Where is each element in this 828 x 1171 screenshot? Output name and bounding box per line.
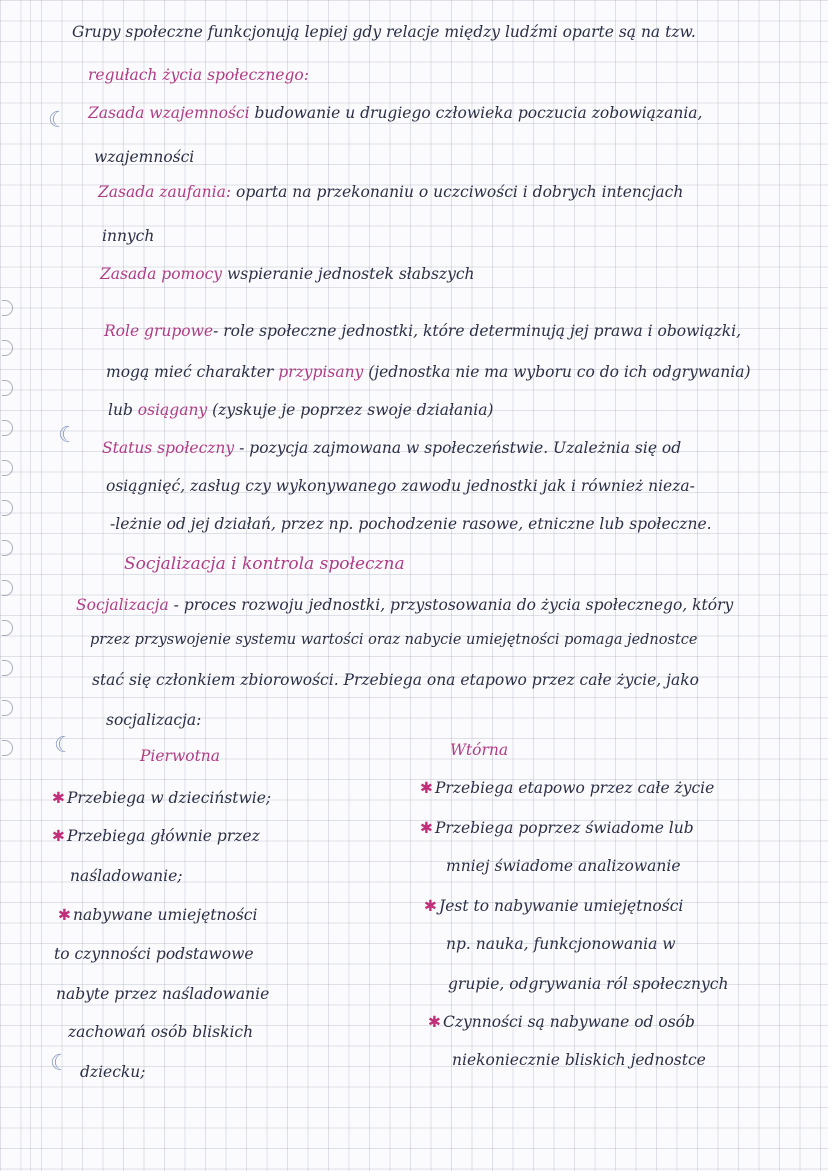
socialization-line-4: socjalizacja: xyxy=(106,711,202,729)
secondary-b2a: Przebiega poprzez świadome lub xyxy=(435,819,694,837)
secondary-bullet-3-cont-2: grupie, odgrywania ról społecznych xyxy=(448,975,729,993)
secondary-b4a: Czynności są nabywane od osób xyxy=(443,1013,695,1031)
secondary-bullet-3-cont-1: np. nauka, funkcjonowania w xyxy=(446,935,676,953)
section-title: Socjalizacja i kontrola społeczna xyxy=(124,554,405,574)
binder-ring-icon xyxy=(2,340,13,356)
secondary-heading: Wtórna xyxy=(450,741,509,759)
status-desc: - pozycja zajmowana w społeczeństwie. Uzależnia się od xyxy=(234,439,682,457)
primary-b2a: Przebiega głównie przez xyxy=(67,827,260,845)
asterisk-icon: ✱ xyxy=(424,897,437,915)
roles-term: Role grupowe xyxy=(104,322,214,340)
binder-ring-icon xyxy=(2,540,13,556)
roles-line-2c: (jednostka nie ma wyboru co do ich odgrywania) xyxy=(363,363,751,381)
secondary-bullet-2 xyxy=(420,818,694,838)
primary-b3a: nabywane umiejętności xyxy=(73,906,258,924)
status-term: Status społeczny xyxy=(102,439,235,457)
socialization-term: Socjalizacja xyxy=(76,596,169,614)
rule-reciprocity-cont: wzajemności xyxy=(94,148,195,166)
rule-trust-cont: innych xyxy=(102,227,155,245)
intro-line-1: Grupy społeczne funkcjonują lepiej gdy relacje między ludźmi oparte są na tzw. xyxy=(72,23,696,41)
binder-ring-icon xyxy=(2,300,13,316)
rule-help-desc: wspieranie jednostek słabszych xyxy=(222,265,475,283)
roles-line-2a: mogą mieć charakter xyxy=(106,363,279,381)
status-line-3: -leżnie od jej działań, przez np. pochodzenie rasowe, etniczne lub społeczne. xyxy=(110,515,712,533)
socialization-line-2: przez przyswojenie systemu wartości oraz nabycie umiejętności pomaga jednostce xyxy=(90,632,698,648)
rule-trust-term: Zasada zaufania: xyxy=(98,183,232,201)
primary-bullet-2-cont: naśladowanie; xyxy=(70,867,183,885)
secondary-b1: Przebiega etapowo przez całe życie xyxy=(435,779,715,797)
crescent-mark-icon: ☾ xyxy=(54,733,74,758)
binder-ring-icon xyxy=(2,380,13,396)
crescent-mark-icon: ☾ xyxy=(50,1051,70,1076)
status-line-1 xyxy=(102,438,681,458)
secondary-bullet-3 xyxy=(424,896,683,916)
asterisk-icon: ✱ xyxy=(58,906,71,924)
roles-ascribed: przypisany xyxy=(278,363,364,381)
roles-desc: - role społeczne jednostki, które determinują jej prawa i obowiązki, xyxy=(213,322,742,340)
socialization-line-3: stać się członkiem zbiorowości. Przebiega ona etapowo przez całe życie, jako xyxy=(92,671,699,689)
rule-help-term: Zasada pomocy xyxy=(100,265,223,283)
asterisk-icon: ✱ xyxy=(52,789,65,807)
primary-bullet-3-cont-1: to czynności podstawowe xyxy=(54,945,254,963)
rule-reciprocity-term: Zasada wzajemności xyxy=(88,104,250,122)
primary-b1: Przebiega w dzieciństwie; xyxy=(67,789,272,807)
primary-bullet-2 xyxy=(52,826,260,846)
intro-line-2: regułach życia społecznego: xyxy=(88,66,309,84)
binder-ring-icon xyxy=(2,660,13,676)
primary-bullet-3 xyxy=(58,905,257,925)
rule-reciprocity-desc: budowanie u drugiego człowieka poczucia zobowiązania, xyxy=(249,104,703,122)
roles-line-1 xyxy=(104,321,741,341)
asterisk-icon: ✱ xyxy=(428,1013,441,1031)
primary-bullet-3-cont-4: dziecku; xyxy=(80,1063,146,1081)
roles-achieved: osiągany xyxy=(137,401,208,419)
primary-bullet-3-cont-3: zachowań osób bliskich xyxy=(68,1023,254,1041)
asterisk-icon: ✱ xyxy=(52,827,65,845)
binder-ring-icon xyxy=(2,500,13,516)
secondary-bullet-1 xyxy=(420,778,714,798)
roles-line-3a: lub xyxy=(108,401,138,419)
binder-ring-icon xyxy=(2,740,13,756)
socialization-desc: - proces rozwoju jednostki, przystosowania do życia społecznego, który xyxy=(168,596,734,614)
crescent-mark-icon: ☾ xyxy=(58,423,78,448)
secondary-bullet-4 xyxy=(428,1012,695,1032)
asterisk-icon: ✱ xyxy=(420,819,433,837)
rule-trust-desc: oparta na przekonaniu o uczciwości i dobrych intencjach xyxy=(231,183,684,201)
socialization-line-1 xyxy=(76,595,733,615)
binder-ring-icon xyxy=(2,460,13,476)
crescent-mark-icon: ☾ xyxy=(48,108,68,133)
roles-line-3 xyxy=(108,400,493,420)
secondary-b3a: Jest to nabywanie umiejętności xyxy=(439,897,684,915)
primary-bullet-1 xyxy=(52,788,271,808)
asterisk-icon: ✱ xyxy=(420,779,433,797)
binder-ring-icon xyxy=(2,700,13,716)
roles-line-2 xyxy=(106,362,751,382)
rule-trust xyxy=(98,182,683,202)
roles-line-3c: (zyskuje je poprzez swoje działania) xyxy=(207,401,494,419)
binder-ring-icon xyxy=(2,620,13,636)
primary-heading: Pierwotna xyxy=(140,747,221,765)
rule-reciprocity xyxy=(88,103,702,123)
secondary-bullet-4-cont: niekoniecznie bliskich jednostce xyxy=(452,1051,706,1069)
status-line-2: osiągnięć, zasług czy wykonywanego zawodu jednostki jak i również nieza- xyxy=(106,477,695,495)
secondary-bullet-2-cont: mniej świadome analizowanie xyxy=(446,857,681,875)
binder-ring-icon xyxy=(2,420,13,436)
rule-help xyxy=(100,264,475,284)
primary-bullet-3-cont-2: nabyte przez naśladowanie xyxy=(56,985,270,1003)
binder-ring-icon xyxy=(2,580,13,596)
margin-line xyxy=(30,0,31,1171)
